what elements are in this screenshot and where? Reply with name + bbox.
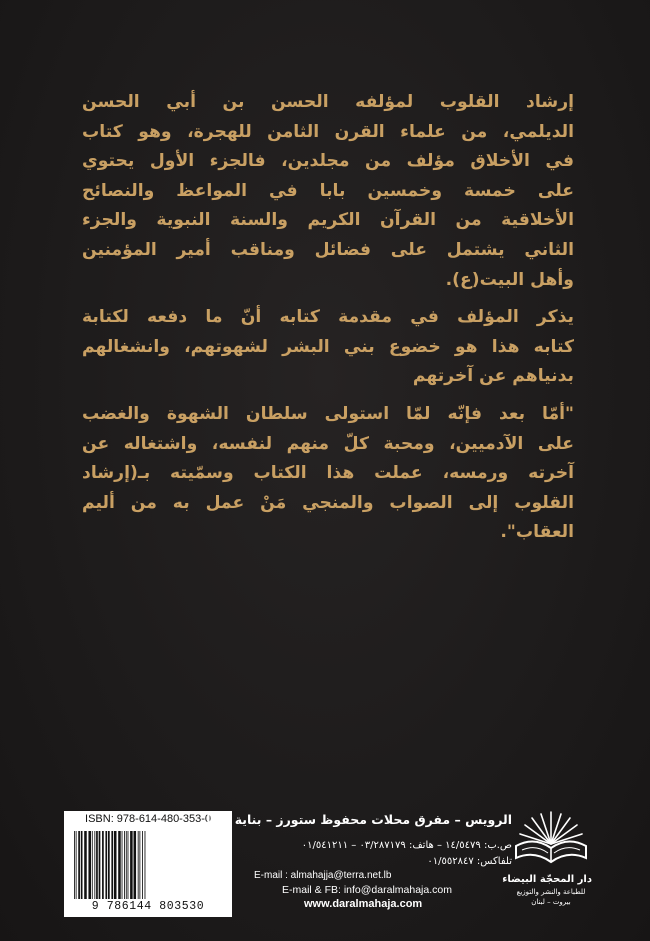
barcode-bar bbox=[94, 831, 95, 899]
logo-city: بيروت – لبنان bbox=[531, 898, 571, 906]
text-line: الثاني يشتمل على فضائل ومناقب أمير المؤمنين bbox=[82, 239, 574, 260]
isbn-label: ISBN: 978-614-480-353-0 bbox=[85, 813, 211, 825]
text-line: في الأخلاق مؤلف من مجلدين، فالجزء الأول يحتوي bbox=[82, 151, 574, 172]
barcode-bar bbox=[78, 831, 80, 899]
barcode-bar bbox=[105, 831, 107, 899]
text-line: الأخلاقية من القرآن الكريم والسنة النبوية والجزء bbox=[82, 210, 574, 231]
paragraph-1 bbox=[82, 88, 574, 295]
barcode-bar bbox=[84, 831, 87, 899]
barcode-bar bbox=[122, 831, 123, 899]
barcode-bar bbox=[96, 831, 98, 899]
barcode-bar bbox=[81, 831, 83, 899]
barcode-bar bbox=[102, 831, 104, 899]
barcode-bar bbox=[76, 831, 77, 899]
barcode-bar bbox=[130, 831, 133, 899]
text-line: "أمّا بعد فإنّه لمّا استولى سلطان الشهوة والغضب bbox=[82, 403, 574, 424]
barcode-bar bbox=[124, 831, 125, 899]
text-line: وأهل البيت(ع). bbox=[445, 269, 574, 290]
text-line: الديلمي، من علماء القرن الثامن للهجرة، وهو كتاب bbox=[82, 121, 574, 142]
publisher-fb: E-mail & FB: info@daralmahaja.com bbox=[282, 884, 452, 896]
barcode-bar bbox=[92, 831, 93, 899]
barcode-bar bbox=[142, 831, 143, 899]
publisher-address: الرويس – مفرق محلات محفوظ ستورز – بناية رمّال bbox=[199, 812, 512, 827]
text-line: آخرته ورمسه، عملت هذا الكتاب وسمّيته بـ(إرشاد bbox=[82, 463, 574, 484]
paragraph-2 bbox=[82, 303, 574, 392]
description-text bbox=[82, 88, 574, 556]
barcode-bar bbox=[114, 831, 117, 899]
text-line: إرشاد القلوب لمؤلفه الحسن بن أبي الحسن bbox=[82, 92, 574, 112]
publisher-website: www.daralmahaja.com bbox=[304, 898, 423, 910]
book-sunburst-icon bbox=[510, 808, 592, 874]
text-line: على خمسة وخمسين بابا في المواعظ والنصائح bbox=[82, 180, 574, 201]
publisher-phone: ص.ب: ١٤/٥٤٧٩ – هاتف: ٠٣/٢٨٧١٧٩ – ٠١/٥٤١٢١١ bbox=[301, 840, 512, 851]
barcode-bar bbox=[134, 831, 137, 899]
barcode-bar bbox=[111, 831, 113, 899]
barcode-bar bbox=[145, 831, 146, 899]
barcode-bar bbox=[138, 831, 139, 899]
barcode-bar bbox=[139, 831, 140, 899]
publisher-logo bbox=[502, 808, 592, 914]
barcode-bar bbox=[88, 831, 91, 899]
publisher-fax: تلفاكس: ٠١/٥٥٢٨٤٧ bbox=[427, 856, 512, 867]
barcode-digits: 9 786144 803530 bbox=[91, 900, 205, 913]
barcode-bar bbox=[108, 831, 110, 899]
text-line: على الآدميين، ومحبة كلّ منهم لنفسه، واشتغاله عن bbox=[82, 433, 574, 454]
barcode-bar bbox=[128, 831, 129, 899]
text-line: بدنياهم عن آخرتهم bbox=[412, 366, 574, 387]
text-line: يذكر المؤلف في مقدمة كتابه أنّ ما دفعه لكتابة bbox=[82, 307, 574, 328]
text-line: القلوب إلى الصواب والمنجي مَنْ عمل به من أليم العقاب". bbox=[82, 492, 574, 543]
publisher-email: E-mail : almahajja@terra.net.lb bbox=[254, 870, 392, 881]
barcode-bar bbox=[118, 831, 121, 899]
barcode-bar bbox=[99, 831, 101, 899]
logo-name: دار المحجّة البيضاء bbox=[502, 874, 592, 885]
text-line: كتابه هذا هو خضوع بني البشر لشهوتهم، وانشغالهم bbox=[82, 336, 574, 357]
barcode-bar bbox=[126, 831, 127, 899]
paragraph-3 bbox=[82, 400, 574, 548]
logo-subtitle: للطباعة والنشر والتوزيع bbox=[516, 888, 586, 896]
barcode-bars bbox=[72, 831, 224, 899]
barcode-bar bbox=[74, 831, 75, 899]
